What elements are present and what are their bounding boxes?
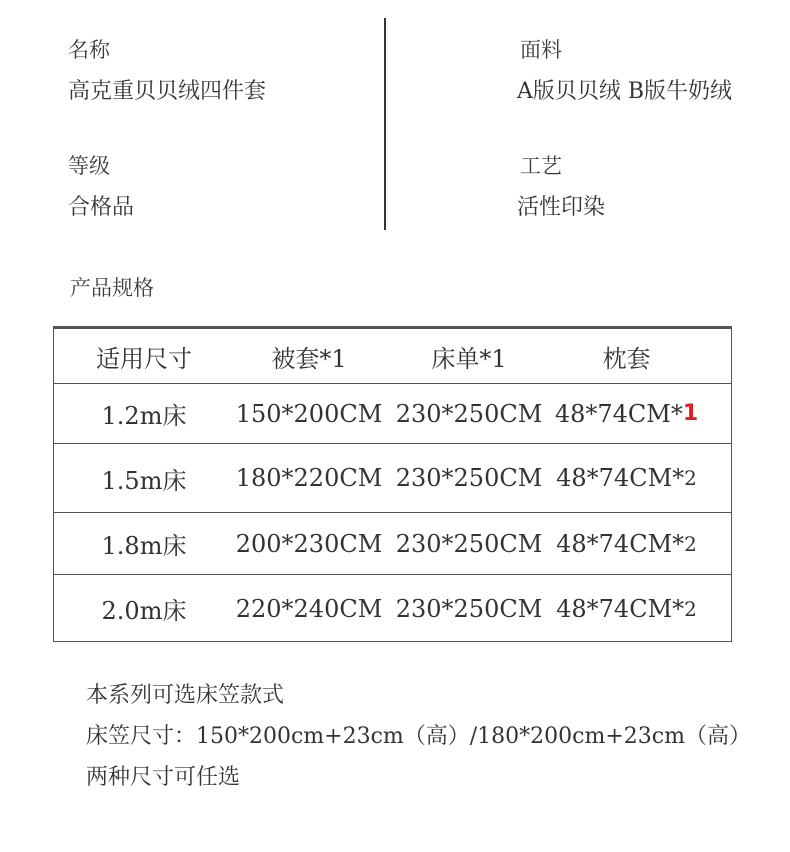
- name-label: 名称: [68, 38, 110, 62]
- header-pillow: 枕套: [602, 344, 651, 373]
- cell-pillow: [554, 513, 699, 574]
- cell-sheet: 230*250CM: [395, 464, 543, 492]
- table-row: [54, 575, 731, 642]
- pillow-qty: 2: [684, 466, 697, 490]
- spec-title: 产品规格: [70, 276, 154, 300]
- cell-pillow: [554, 575, 699, 642]
- table-header-row: [54, 329, 731, 384]
- cell-sheet: 230*250CM: [395, 399, 543, 428]
- grade-label: 等级: [68, 154, 110, 178]
- pillow-qty: 2: [684, 596, 697, 621]
- spec-table: [53, 326, 732, 642]
- pillow-qty-highlight: 1: [682, 401, 699, 426]
- fabric-label: 面料: [520, 38, 562, 62]
- header-size: 适用尺寸: [96, 344, 192, 373]
- pillow-size: 48*74CM*: [556, 594, 685, 623]
- pillow-size: 48*74CM*: [554, 399, 683, 428]
- cell-size: 1.2m床: [101, 402, 187, 430]
- table-row: [54, 513, 731, 575]
- cell-size: 2.0m床: [101, 597, 187, 625]
- fitted-sheet-sizes: 床笠尺寸：150*200cm+23cm（高）/180*200cm+23cm（高）: [86, 724, 751, 749]
- pillow-size: 48*74CM*: [556, 464, 685, 492]
- cell-duvet: 180*220CM: [235, 464, 383, 492]
- grade-value: 合格品: [68, 195, 135, 220]
- craft-value: 活性印染: [517, 195, 606, 220]
- fabric-value: A版贝贝绒 B版牛奶绒: [517, 79, 733, 104]
- header-sheet: 床单*1: [431, 344, 507, 373]
- size-choice-note: 两种尺寸可任选: [86, 765, 241, 790]
- cell-duvet: 220*240CM: [235, 594, 383, 623]
- pillow-qty: 2: [684, 531, 697, 556]
- cell-sheet: 230*250CM: [395, 529, 543, 558]
- vertical-divider: [384, 18, 386, 230]
- cell-sheet: 230*250CM: [395, 594, 543, 623]
- table-row: [54, 384, 731, 444]
- table-row: [54, 444, 731, 513]
- name-value: 高克重贝贝绒四件套: [68, 79, 267, 104]
- cell-duvet: 200*230CM: [235, 529, 383, 558]
- craft-label: 工艺: [520, 154, 562, 178]
- cell-size: 1.5m床: [101, 466, 187, 495]
- header-duvet: 被套*1: [271, 344, 347, 373]
- pillow-size: 48*74CM*: [556, 529, 685, 558]
- cell-size: 1.8m床: [101, 532, 187, 560]
- cell-pillow: [554, 444, 699, 512]
- cell-duvet: 150*200CM: [235, 399, 383, 428]
- fitted-sheet-note: 本系列可选床笠款式: [86, 683, 285, 708]
- cell-pillow: [554, 384, 699, 443]
